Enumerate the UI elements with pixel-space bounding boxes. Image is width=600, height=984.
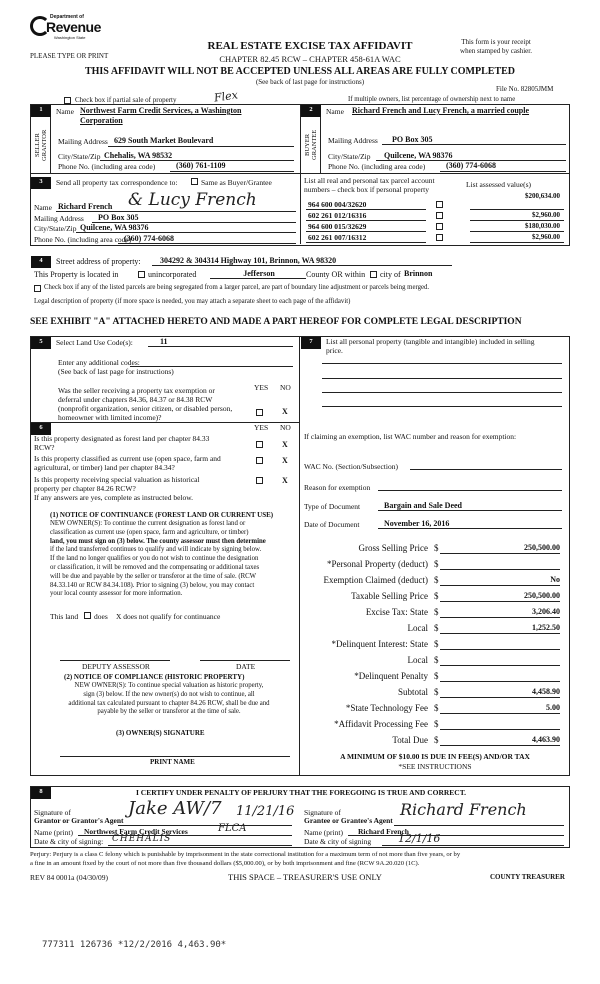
section-1-tab: 1 — [31, 105, 51, 117]
forest-land-question-b: RCW? — [34, 443, 55, 452]
land-use-code: 11 — [160, 337, 168, 346]
grantee-date-city-label: Date & city of signing — [304, 837, 372, 846]
perjury-notice — [30, 851, 575, 868]
seller-city-value: Chehalis, WA 98532 — [104, 151, 173, 160]
city-value: Brinnon — [404, 269, 433, 278]
fin-value: 4,458.90 — [440, 686, 560, 698]
does-not-qualify-label: X does not qualify for continuance — [116, 612, 221, 621]
fin-label: Local — [407, 623, 428, 633]
buyer-city-value: Quilcene, WA 98376 — [384, 151, 453, 160]
forest-no-mark[interactable]: X — [282, 440, 288, 449]
fin-value: No — [440, 574, 560, 586]
corr-phone-label: Phone No. (including area code) — [34, 235, 132, 244]
street-address-value: 304292 & 304314 Highway 101, Brinnon, WA 98320 — [160, 256, 337, 265]
historic-question-a: Is this property receiving special valuation as historical — [34, 475, 200, 484]
partial-sale-handwriting: Flex — [213, 88, 239, 105]
form-revision: REV 84 0001a (04/30/09) — [30, 873, 108, 882]
corr-name-label: Name — [34, 203, 52, 212]
continuance-body — [50, 520, 296, 599]
exemption-no-mark[interactable]: X — [282, 407, 288, 416]
historic-line: payable by the seller or transferor at the time of sale. — [97, 708, 241, 716]
historic-question-b: property per chapter 84.26 RCW? — [34, 484, 136, 493]
corr-phone-value: (360) 774-6068 — [124, 234, 174, 243]
fin-label: Gross Selling Price — [358, 543, 428, 553]
seller-city-label: City/State/Zip — [58, 152, 101, 161]
grantor-city-handwriting: CHEHALIS — [112, 834, 172, 844]
exemption-question-line2: deferral under chapters 84.36, 84.37 or 84.38 RCW — [58, 395, 213, 404]
buyer-name-value: Richard French and Lucy French, a married couple — [352, 106, 530, 115]
logo-name-text: Revenue — [46, 19, 101, 35]
historic-title: (2) NOTICE OF COMPLIANCE (HISTORIC PROPERTY) — [64, 673, 245, 681]
city-of-checkbox[interactable] — [370, 271, 377, 278]
sec6-no-header: NO — [280, 423, 291, 432]
corr-address-value: PO Box 305 — [98, 213, 139, 222]
forest-yes-checkbox[interactable] — [256, 441, 263, 448]
section-4-tab: 4 — [31, 256, 51, 268]
located-in-label: This Property is located in — [34, 270, 119, 279]
personal-property-label-1: List all personal property (tangible and intangible) included in selling — [326, 337, 535, 346]
grantor-name-label: Name (print) — [34, 828, 73, 837]
historic-body — [42, 682, 296, 717]
deputy-date-label: DATE — [236, 662, 256, 671]
seller-address-value: 629 South Market Boulevard — [114, 136, 214, 145]
historic-no-mark[interactable]: X — [282, 476, 288, 485]
section-5-tab: 5 — [31, 337, 51, 349]
street-address-label: Street address of property: — [56, 257, 141, 266]
seller-phone-label: Phone No. (including area code) — [58, 162, 156, 171]
document-type-label: Type of Document — [304, 502, 361, 511]
sec6-yes-header: YES — [254, 423, 269, 432]
fin-label: *Delinquent Interest: State — [331, 639, 428, 649]
parcel-number: 602 261 007/16312 — [308, 233, 367, 242]
continuance-line: land, you must sign on (3) below. The county assessor must then determine — [50, 537, 266, 545]
continuance-line: classification as current use (open space, farm and agriculture, or timber) — [50, 528, 249, 536]
deputy-assessor-label: DEPUTY ASSESSOR — [82, 662, 150, 671]
grantor-date-city-label: Date & city of signing: — [34, 837, 104, 846]
print-name-label: PRINT NAME — [150, 758, 195, 766]
personal-property-label-2: price. — [326, 346, 343, 355]
buyer-city-label: City/State/Zip — [328, 152, 371, 161]
exhibit-a-text: SEE EXHIBIT "A" ATTACHED HERETO AND MADE A PART HEREOF FOR COMPLETE LEGAL DESCRIPTION — [30, 317, 522, 327]
receipt-note-2: when stamped by cashier. — [460, 47, 532, 55]
buyer-phone-label: Phone No. (including area code) — [328, 162, 426, 171]
fin-value: 3,206.40 — [440, 606, 560, 618]
land-use-label: Select Land Use Code(s): — [56, 338, 133, 347]
seller-name-line1: Northwest Farm Credit Services, a Washington — [80, 106, 242, 115]
grantee-name-label: Name (print) — [304, 828, 343, 837]
document-date-value: November 16, 2016 — [384, 519, 450, 528]
fin-label: Total Due — [392, 735, 428, 745]
corr-address-label: Mailing Address — [34, 214, 84, 223]
header-see-back: (See back of last page for instructions) — [255, 78, 365, 86]
cashier-receipt-stamp: 777311 126736 *12/2/2016 4,463.90* — [42, 940, 227, 950]
form-warning: THIS AFFIDAVIT WILL NOT BE ACCEPTED UNLESS ALL AREAS ARE FULLY COMPLETED — [84, 66, 516, 77]
exemption-reason-label: Reason for exemption — [304, 483, 371, 492]
fin-value: 250,500.00 — [440, 590, 560, 602]
fin-dollar: $ — [434, 559, 439, 569]
seller-name-line2: Corporation — [80, 116, 123, 125]
exemption-question-line1: Was the seller receiving a property tax exemption or — [58, 386, 215, 395]
continuance-line: your local county assessor for more information. — [50, 590, 183, 598]
fin-dollar: $ — [434, 543, 439, 553]
document-type-value: Bargain and Sale Deed — [384, 501, 463, 510]
parcels-header-1: List all real and personal tax parcel account — [304, 176, 435, 185]
seller-address-label: Mailing Address — [58, 137, 108, 146]
fin-label: Local — [407, 655, 428, 665]
this-land-label: This land — [50, 612, 79, 621]
does-label: does — [94, 612, 108, 621]
parcel-number: 602 261 012/16316 — [308, 211, 367, 220]
section-7-tab: 7 — [301, 337, 321, 349]
fin-value — [440, 670, 560, 682]
form-chapter: CHAPTER 82.45 RCW – CHAPTER 458-61A WAC — [219, 54, 401, 64]
continuance-title: (1) NOTICE OF CONTINUANCE (FOREST LAND OR CURRENT USE) — [50, 511, 274, 519]
grantor-signature-label-2: Grantor or Grantor's Agent — [34, 816, 124, 825]
logo-dept-text: Department of — [50, 14, 84, 20]
fin-value: 5.00 — [440, 702, 560, 714]
fin-dollar: $ — [434, 671, 439, 681]
historic-line: sign (3) below. If the new owner(s) do not wish to continue, all — [83, 690, 255, 698]
perjury-line-2: a fine in an amount fixed by the court of not more than five thousand dollars ($5,000.00), or by both imprisonment and fine (RCW 9A.20.020 (1C). — [30, 859, 420, 867]
fin-dollar: $ — [434, 655, 439, 665]
historic-line: additional tax calculated pursuant to chapter 84.26 RCW, shall be due and — [68, 699, 270, 707]
seller-side-label: SELLER GRANTOR — [34, 129, 48, 161]
fin-label: Taxable Selling Price — [351, 591, 428, 601]
land-use-see-back: (See back of last page for instructions) — [58, 367, 174, 376]
parcel-assessed-value: $2,960.00 — [532, 211, 560, 219]
grantee-signature-label-1: Signature of — [304, 808, 341, 817]
unincorporated-checkbox[interactable] — [138, 271, 145, 278]
assessed-total: $200,634.00 — [525, 192, 560, 200]
continuance-line: or classification, it will be removed and the compensating or additional taxes — [50, 563, 260, 571]
corr-name-value: Richard French — [58, 202, 113, 211]
section-3-tab: 3 — [31, 177, 51, 189]
grantor-signature: Jake AW/7 — [128, 798, 222, 819]
grantee-date-handwriting: 12/1/16 — [398, 832, 441, 845]
minimum-fee-note: A MINIMUM OF $10.00 IS DUE IN FEE(S) AND/OR TAX — [340, 752, 530, 761]
fin-dollar: $ — [434, 575, 439, 585]
fin-dollar: $ — [434, 735, 439, 745]
revenue-logo — [30, 14, 100, 42]
treasurer-space-label: THIS SPACE – TREASURER'S USE ONLY — [228, 872, 382, 882]
owner-signature-label: (3) OWNER(S) SIGNATURE — [116, 729, 205, 737]
parcel-assessed-value: $180,030.00 — [525, 222, 560, 230]
wac-number-label: WAC No. (Section/Subsection) — [304, 462, 398, 471]
exemption-claim-label: If claiming an exemption, list WAC number and reason for exemption: — [304, 432, 517, 441]
grantor-signature-label-1: Signature of — [34, 808, 71, 817]
fin-dollar: $ — [434, 591, 439, 601]
legal-description-label: Legal description of property (if more space is needed, you may attach a separate sheet to each page of the affidavit) — [34, 298, 351, 305]
fin-label: Excise Tax: State — [365, 607, 428, 617]
please-type-label: PLEASE TYPE OR PRINT — [30, 52, 109, 60]
fin-dollar: $ — [434, 703, 439, 713]
county-treasurer-label: COUNTY TREASURER — [490, 873, 565, 881]
buyer-phone-value: (360) 774-6068 — [446, 161, 496, 170]
form-title: REAL ESTATE EXCISE TAX AFFIDAVIT — [207, 40, 413, 52]
unincorporated-label: unincorporated — [148, 270, 197, 279]
section-8-tab: 8 — [31, 787, 51, 799]
perjury-certification: I CERTIFY UNDER PENALTY OF PERJURY THAT THE FOREGOING IS TRUE AND CORRECT. — [136, 788, 467, 797]
answers-yes-note: If any answers are yes, complete as instructed below. — [34, 493, 194, 502]
grantor-signed-date: 11/21/16 — [236, 804, 295, 819]
fin-value — [440, 718, 560, 730]
fin-dollar: $ — [434, 719, 439, 729]
historic-line: NEW OWNER(S): To continue special valuation as historic property, — [74, 682, 264, 689]
grantor-name-handwriting: FLCA — [218, 823, 247, 834]
correspondence-label: Send all property tax correspondence to: — [56, 178, 178, 187]
buyer-side-label: BUYER GRANTEE — [304, 129, 318, 161]
additional-codes-label: Enter any additional codes: — [58, 358, 140, 367]
grantee-name-value: Richard French — [358, 827, 409, 836]
parcel-number: 964 600 004/32620 — [308, 200, 367, 209]
fin-label: *Affidavit Processing Fee — [334, 719, 428, 729]
buyer-side-bar — [301, 117, 321, 173]
see-instructions-note: *SEE INSTRUCTIONS — [398, 762, 472, 771]
segregated-checkbox[interactable] — [34, 285, 41, 292]
continuance-line: If the land no longer qualifies or you do not wish to continue the designation — [50, 555, 259, 563]
buyer-address-value: PO Box 305 — [392, 135, 433, 144]
land-use-yes-header: YES — [254, 383, 269, 392]
partial-sale-label: Check box if partial sale of property — [75, 96, 177, 104]
fin-dollar: $ — [434, 687, 439, 697]
section-6-tab: 6 — [31, 423, 51, 435]
land-use-no-header: NO — [280, 383, 291, 392]
continuance-line: 84.33.140 or RCW 84.34.108). Prior to signing (3) below, you may contact — [50, 581, 255, 589]
grantor-name-value: Northwest Farm Credit Services — [84, 827, 188, 836]
continuance-line: NEW OWNER(S): To continue the current designation as forest land or — [50, 520, 246, 527]
fin-value: 4,463.90 — [440, 734, 560, 746]
county-or-within-label: County OR within — [306, 270, 366, 279]
qualifies-checkbox[interactable] — [84, 612, 91, 619]
exemption-question-line4: homeowner with limited income)? — [58, 413, 162, 422]
parcels-header-2: numbers – check box if personal property — [304, 185, 429, 194]
current-use-no-mark[interactable]: X — [282, 456, 288, 465]
logo-state-text: Washington State — [54, 35, 86, 40]
current-use-question-a: Is this property classified as current use (open space, farm and — [34, 454, 221, 463]
fin-label: *Personal Property (deduct) — [327, 559, 428, 569]
segregated-label: Check box if any of the listed parcels are being segregated from a larger parcel, are part of boundary line adjustment or parcels being merged. — [44, 284, 430, 291]
seller-phone-value: (360) 761-1109 — [176, 161, 226, 170]
grantee-signature-label-2: Grantee or Grantee's Agent — [304, 816, 393, 825]
fin-value: 250,500.00 — [440, 542, 560, 554]
grantee-signature: Richard French — [400, 800, 527, 819]
seller-side-bar — [31, 117, 51, 173]
exemption-question-line3: (nonprofit organization, senior citizen, or disabled person, — [58, 404, 233, 413]
fin-label: Subtotal — [397, 687, 428, 697]
perjury-line-1: Perjury: Perjury is a class C felony which is punishable by imprisonment in the state correctional institution for a maximum term of not more than five years, or by — [30, 851, 461, 858]
fin-label: *State Technology Fee — [345, 703, 428, 713]
continuance-line: will be due and payable by the seller or transferor at the time of sale. (RCW — [50, 572, 257, 580]
forest-land-question-a: Is this property designated as forest land per chapter 84.33 — [34, 434, 210, 443]
parcel-assessed-value: $2,960.00 — [532, 233, 560, 241]
corr-name-handwriting: & Lucy French — [128, 190, 257, 210]
multiple-owners-note: If multiple owners, list percentage of ownership next to name — [348, 96, 516, 103]
parcel-number: 964 600 015/32629 — [308, 222, 367, 231]
file-number: File No. 82805JMM — [496, 85, 554, 93]
buyer-address-label: Mailing Address — [328, 136, 378, 145]
fin-dollar: $ — [434, 607, 439, 617]
fin-dollar: $ — [434, 623, 439, 633]
document-date-label: Date of Document — [304, 520, 360, 529]
corr-city-label: City/State/Zip — [34, 224, 77, 233]
current-use-question-b: agricultural, or timber) land per chapter 84.34? — [34, 463, 175, 472]
exemption-yes-checkbox[interactable] — [256, 409, 263, 416]
fin-value: 1,252.50 — [440, 622, 560, 634]
fin-dollar: $ — [434, 639, 439, 649]
assessed-value-header: List assessed value(s) — [466, 180, 531, 189]
section-3-box — [30, 174, 570, 246]
receipt-note-1: This form is your receipt — [461, 38, 531, 46]
fin-label: *Delinquent Penalty — [354, 671, 428, 681]
same-as-buyer-label: Same as Buyer/Grantee — [201, 178, 272, 187]
city-of-label: city of — [380, 270, 401, 279]
seller-name-label: Name — [56, 107, 74, 116]
partial-sale-checkbox[interactable] — [64, 97, 71, 104]
fin-value — [440, 654, 560, 666]
fin-label: Exemption Claimed (deduct) — [323, 575, 428, 585]
county-value: Jefferson — [243, 269, 275, 278]
buyer-name-label: Name — [326, 107, 344, 116]
section-2-tab: 2 — [301, 105, 321, 117]
corr-city-value: Quilcene, WA 98376 — [80, 223, 149, 232]
historic-yes-checkbox[interactable] — [256, 477, 263, 484]
fin-value — [440, 638, 560, 650]
continuance-line: if the land transferred continues to qualify and will indicate by signing below. — [50, 546, 262, 554]
fin-value — [440, 558, 560, 570]
current-use-yes-checkbox[interactable] — [256, 457, 263, 464]
